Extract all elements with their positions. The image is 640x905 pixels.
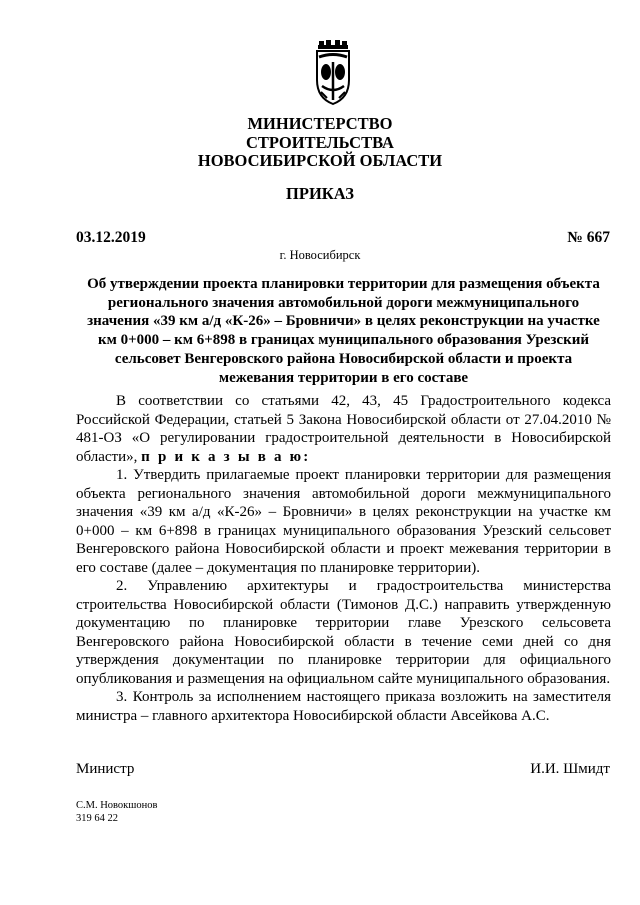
order-subject — [76, 275, 611, 387]
subject-line: значения «39 км а/д «К-26» – Бровничи» в целях реконструкции на участке — [87, 313, 600, 330]
subject-line: Об утверждении проекта планировки территории для размещения объекта — [87, 276, 600, 292]
executor-phone: 319 64 22 — [76, 813, 118, 824]
executor-block — [76, 799, 157, 825]
order-item-3: 3. Контроль за исполнением настоящего приказа возложить на заместителя министра – главного архитектора Новосибирской области Авсейкова А.С. — [76, 689, 611, 724]
ministry-line: МИНИСТЕРСТВО — [247, 114, 393, 133]
coat-of-arms-icon — [314, 40, 352, 106]
order-body — [76, 392, 611, 725]
subject-line: регионального значения автомобильной дороги межмуниципального — [107, 294, 580, 311]
document-type: ПРИКАЗ — [286, 184, 354, 203]
order-item-2: 2. Управлению архитектуры и градостроительства министерства строительства Новосибирской области (Тимонов Д.С.) направить утвержденную документацию по планировке территории главе Урезского сельсовета Венгеровского района Новосибирской области в течение семи дней со дня утверждения документации по планировке территории для официального опубликования и размещения на официальном сайте муниципального образования. — [76, 578, 611, 687]
subject-line: межевания территории в его составе — [218, 369, 469, 386]
subject-line: сельсовет Венгеровского района Новосибирской области и проекта — [114, 350, 573, 367]
order-item-1: 1. Утвердить прилагаемые проект планировки территории для размещения объекта регионального значения автомобильной дороги межмуниципального значения «39 км а/д «К-26» – Бровничи» в целях реконструкции на участке км 0+000 – км 6+898 в границах муниципального образования Урезский сельсовет Венгеровского района Новосибирской области и проект межевания территории в его составе (далее – документация по планировке территории). — [76, 467, 611, 576]
ministry-line: НОВОСИБИРСКОЙ ОБЛАСТИ — [197, 151, 443, 170]
ministry-line: СТРОИТЕЛЬСТВА — [246, 132, 394, 152]
signatory-name: И.И. Шмидт — [530, 761, 610, 777]
signatory-position: Министр — [76, 761, 135, 777]
ministry-name — [0, 115, 640, 171]
executor-name: С.М. Новокшонов — [76, 800, 158, 811]
city: г. Новосибирск — [279, 248, 361, 262]
order-word: п р и к а з ы в а ю: — [141, 448, 311, 465]
preamble-text: В соответствии со статьями 42, 43, 45 Градостроительного кодекса Российской Федерации, статьей 5 Закона Новосибирской области от 27.04.2010 № 481-ОЗ «О регулировании градостроительной деятельности в Новосибирской области», — [76, 393, 611, 465]
order-number: № 667 — [567, 229, 610, 246]
subject-line: км 0+000 – км 6+898 в границах муниципального образования Урезский — [97, 332, 590, 349]
order-date: 03.12.2019 — [76, 229, 146, 246]
preamble-paragraph — [76, 392, 611, 466]
